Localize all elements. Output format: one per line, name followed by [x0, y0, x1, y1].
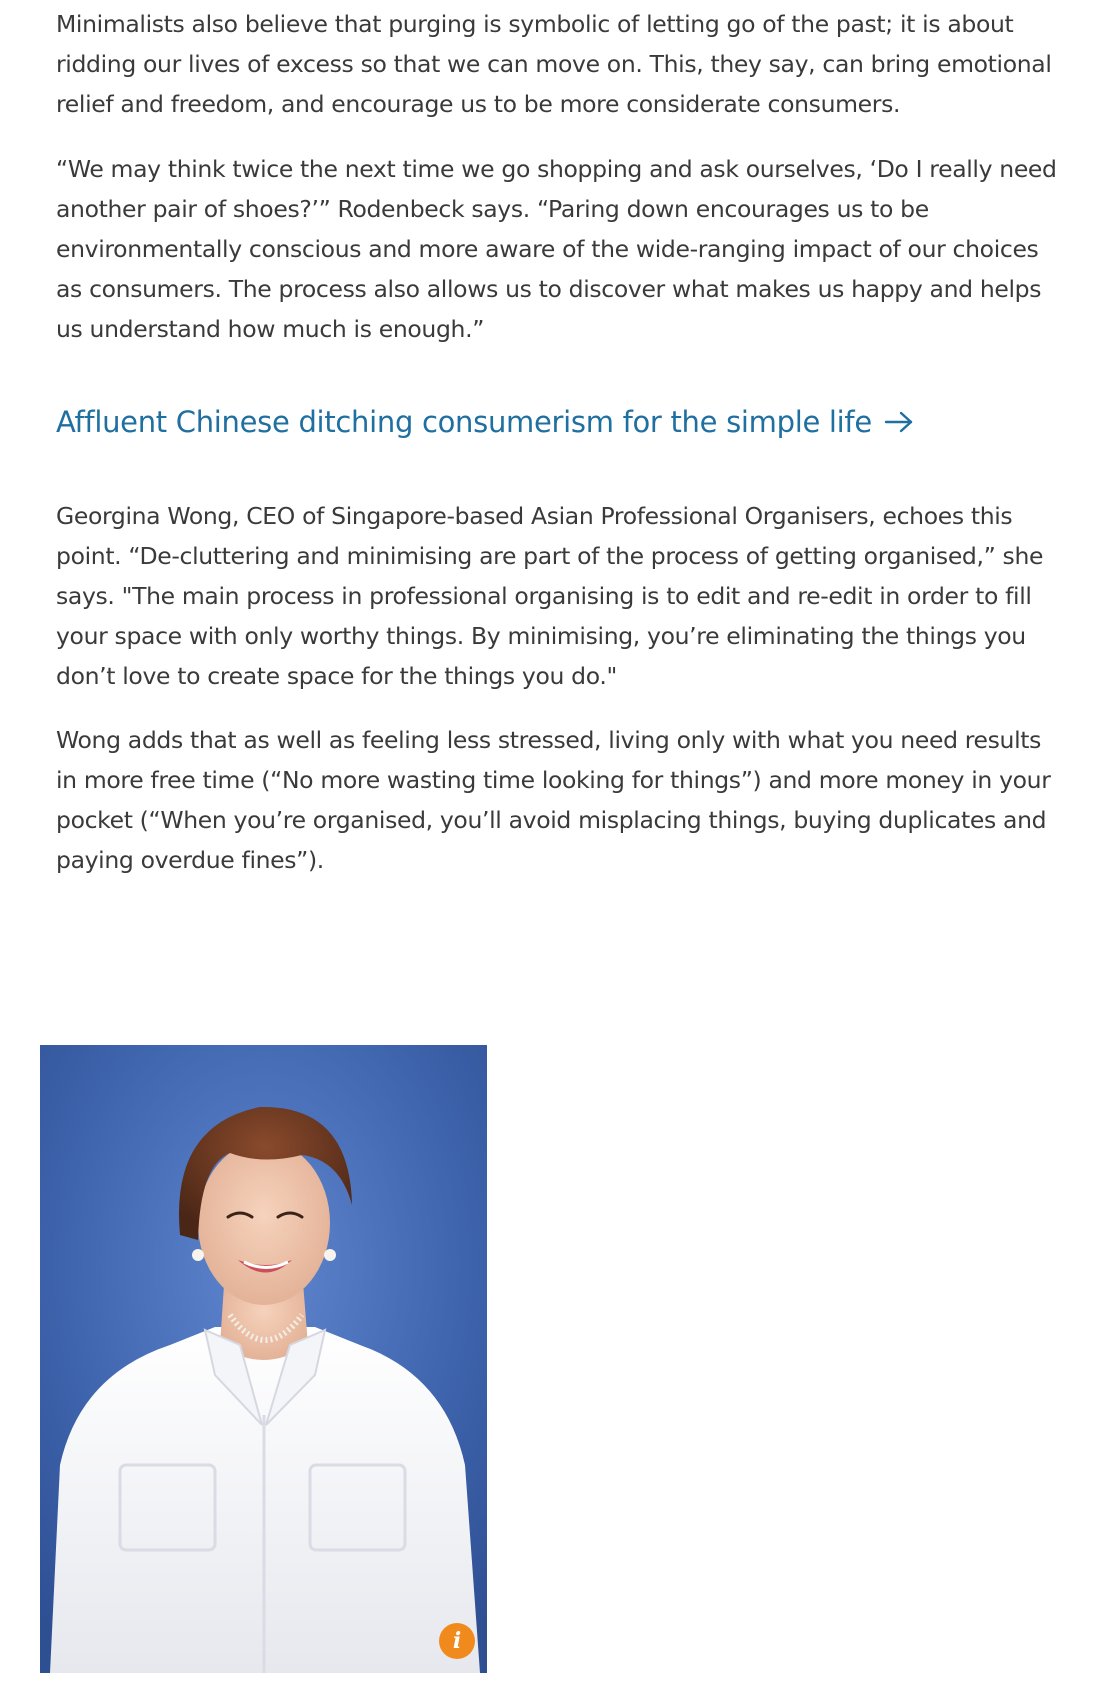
related-article-link[interactable]: [56, 400, 914, 444]
article-paragraph: “We may think twice the next time we go shopping and ask ourselves, ‘Do I really need another pair of shoes?’” Rodenbeck says. “Paring down encourages us to be environmentally conscious and more aware of the wide-ranging impact of our choices as consumers. The process also allows us to discover what makes us happy and helps us understand how much is enough.”: [56, 155, 1057, 343]
portrait-photo: [40, 1045, 487, 1673]
arrow-right-icon: [884, 410, 914, 434]
article-paragraph: Wong adds that as well as feeling less stressed, living only with what you need results in more free time (“No more wasting time looking for things”) and more money in your pocket (“When you’re organised, you’ll avoid misplacing things, buying duplicates and paying overdue fines”).: [56, 726, 1051, 874]
info-icon[interactable]: i: [439, 1623, 475, 1659]
article-paragraph: Georgina Wong, CEO of Singapore-based Asian Professional Organisers, echoes this point. “De-cluttering and minimising are part of the process of getting organised,” she says. "The main process in professional organising is to edit and re-edit in order to fill your space with only worthy things. By minimising, you’re eliminating the things you don’t love to create space for the things you do.": [56, 502, 1044, 690]
article-paragraph: Minimalists also believe that purging is symbolic of letting go of the past; it is about ridding our lives of excess so that we can move on. This, they say, can bring emotional relief and freedom, and encourage us to be more considerate consumers.: [56, 10, 1052, 118]
portrait-illustration: [40, 1045, 487, 1673]
related-article-label: Affluent Chinese ditching consumerism for the simple life: [56, 405, 872, 439]
